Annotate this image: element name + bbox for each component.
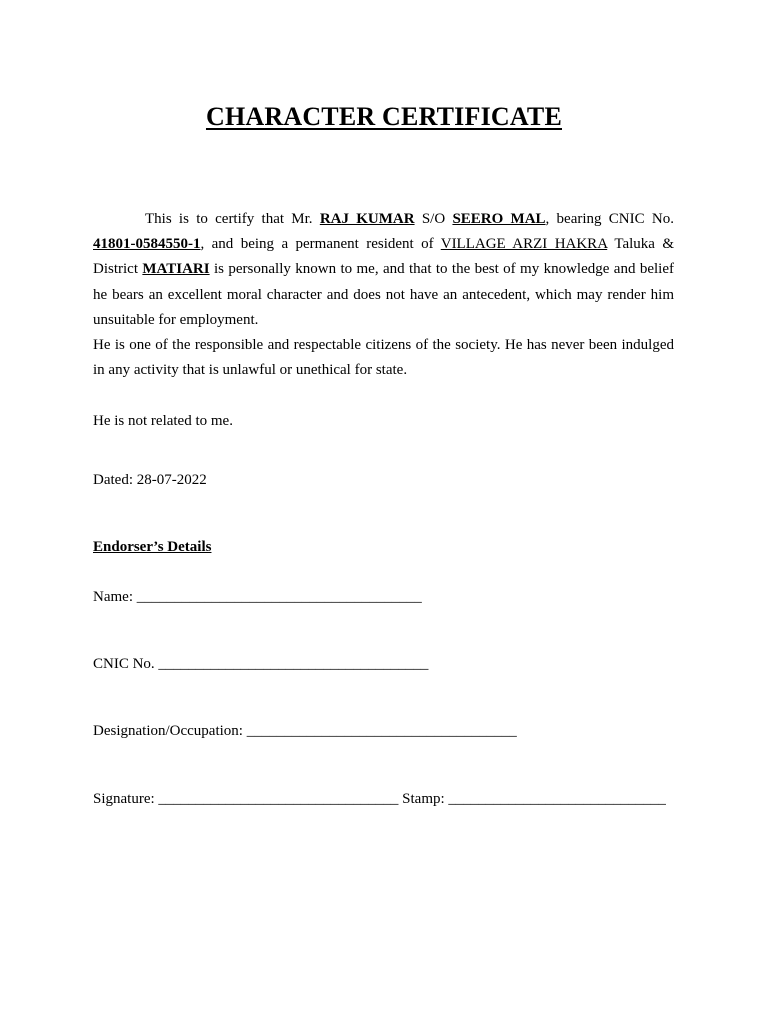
cnic-number: 41801-0584550-1 [93,236,201,253]
person-name: RAJ KUMAR [319,211,415,227]
citizen-paragraph: He is one of the responsible and respectable citizens of the society. He has never been indulged in any activity that is unlawful or unethical for state. [93,337,674,379]
para-text-2: S/O [414,211,453,227]
para-text-5: Taluka & District [93,236,675,278]
para-text-4: , and being a permanent resident of [200,236,441,253]
village-name: VILLAGE ARZI HAKRA [440,236,608,253]
father-name: SEERO MAL [452,211,546,227]
signature-stamp-field: Signature: ________________________________ Stamp: _____________________________ [93,791,666,807]
document-title: CHARACTER CERTIFICATE [205,102,562,131]
para-text-3: , bearing CNIC No. [545,211,674,227]
para-text-1: This is to certify that Mr. [145,211,320,227]
endorser-heading: Endorser’s Details [93,539,212,555]
date-line: Dated: 28-07-2022 [93,472,207,488]
designation-field: Designation/Occupation: ____________________________________ [93,723,517,739]
not-related-statement: He is not related to me. [93,413,233,429]
certification-paragraph [93,207,674,333]
district-name: MATIARI [142,261,210,278]
name-field: Name: ______________________________________ [93,589,422,605]
para-text-6: is personally known to me, and that to the best of my knowledge and belief he bears an excellent moral character and does not have an antecedent, which may render him unsuitable for employment. [93,261,674,328]
cnic-field: CNIC No. ____________________________________ [93,656,429,672]
